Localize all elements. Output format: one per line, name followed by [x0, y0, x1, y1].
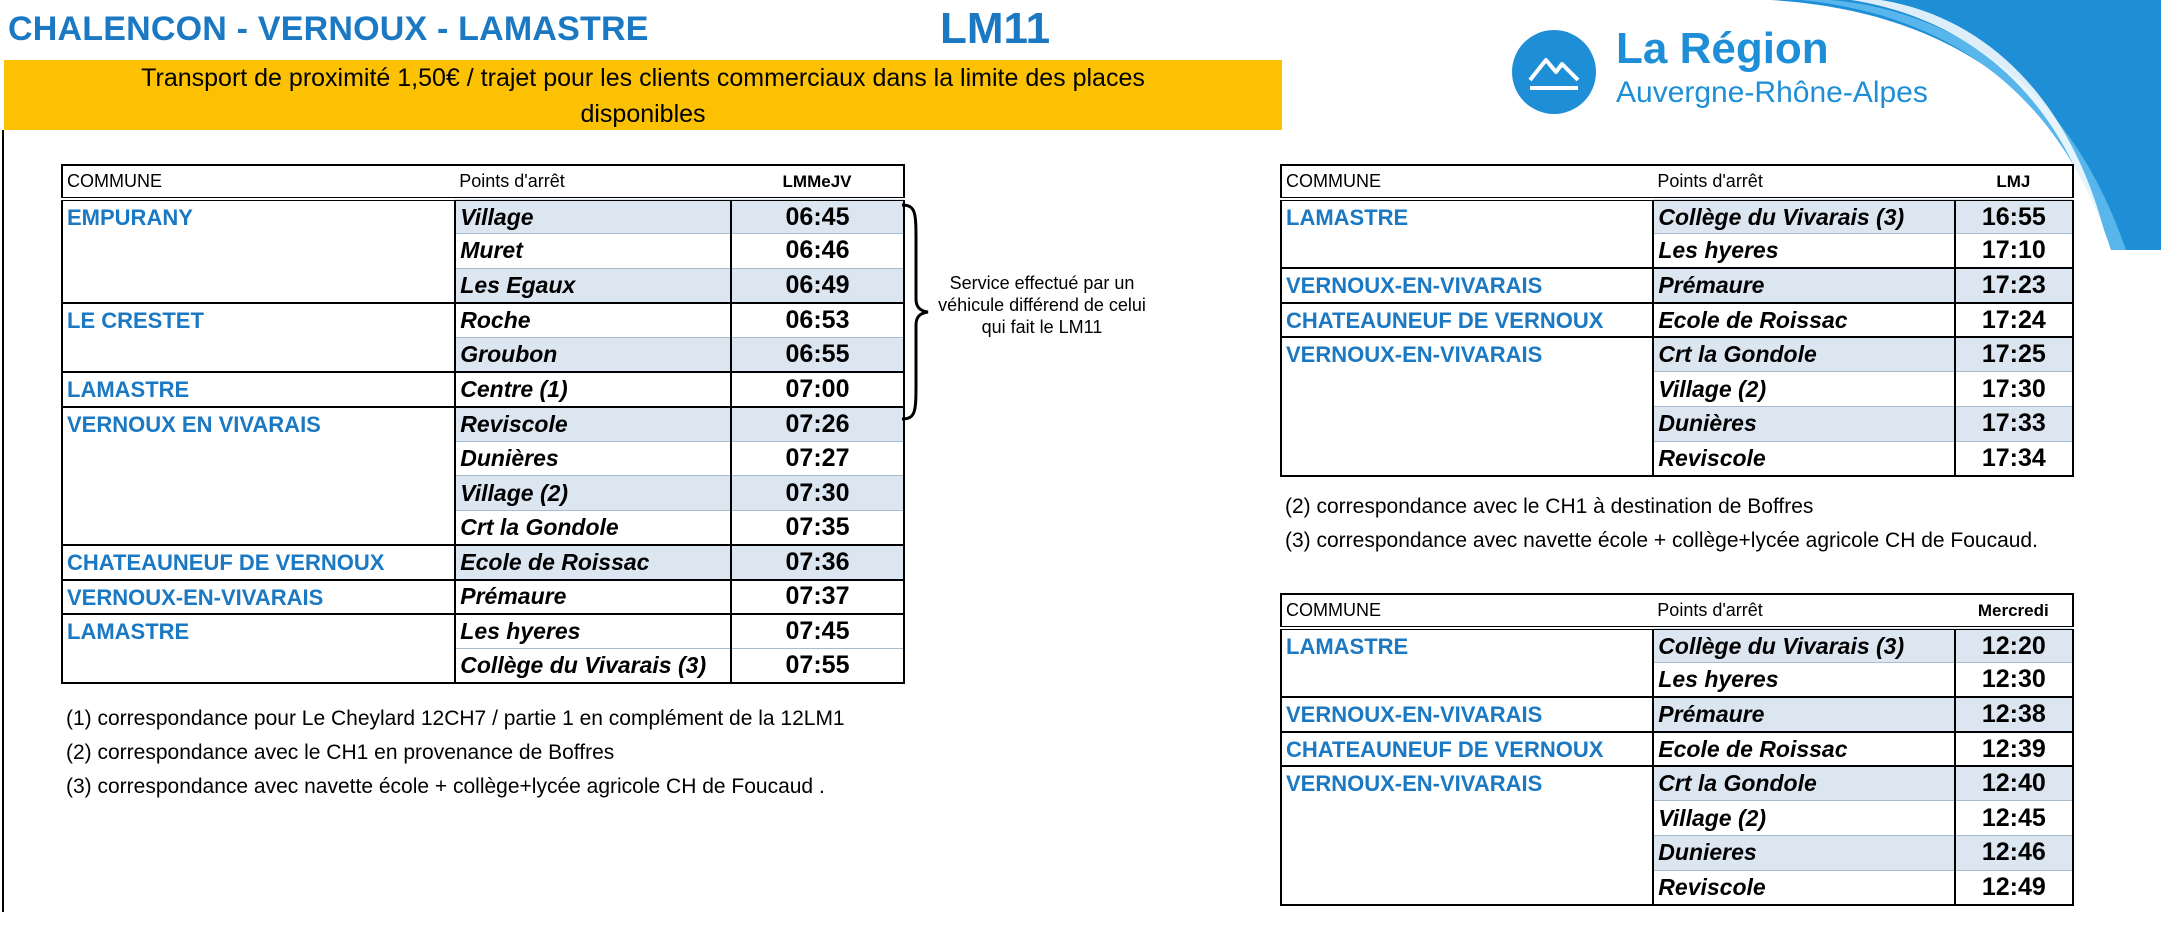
- commune-name: VERNOUX EN VIVARAIS: [62, 407, 455, 545]
- col-header-commune: COMMUNE: [62, 165, 455, 199]
- table-row: [62, 614, 904, 649]
- stop-name: Dunieres: [1653, 836, 1954, 871]
- departure-time: 12:45: [1955, 801, 2073, 836]
- line-code: LM11: [940, 4, 1051, 53]
- stop-name: Village: [455, 199, 731, 234]
- stop-name: Village (2): [455, 476, 731, 511]
- commune-name: CHATEAUNEUF DE VERNOUX: [62, 545, 455, 580]
- col-header-days: Mercredi: [1955, 594, 2073, 628]
- departure-time: 17:30: [1955, 372, 2073, 407]
- footnote: (3) correspondance avec navette école + collège+lycée agricole CH de Foucaud.: [1285, 529, 2038, 552]
- departure-time: 17:24: [1955, 303, 2073, 338]
- departure-time: 07:26: [731, 407, 904, 442]
- service-brace: [900, 203, 930, 421]
- departure-time: 06:46: [731, 234, 904, 269]
- stop-name: Dunières: [1653, 407, 1954, 442]
- commune-name: LE CRESTET: [62, 303, 455, 372]
- left-table-notes: [66, 702, 845, 804]
- stop-name: Groubon: [455, 337, 731, 372]
- stop-name: Dunières: [455, 441, 731, 476]
- stop-name: Prémaure: [1653, 697, 1954, 732]
- stop-name: Collège du Vivarais (3): [455, 649, 731, 684]
- col-header-commune: COMMUNE: [1281, 594, 1653, 628]
- stop-name: Prémaure: [1653, 268, 1954, 303]
- table-row: [1281, 268, 2073, 303]
- region-logo-name: La Région: [1616, 24, 1829, 73]
- stop-name: Ecole de Roissac: [1653, 303, 1954, 338]
- commune-name: EMPURANY: [67, 205, 193, 230]
- banner-line-1: Transport de proximité 1,50€ / trajet pour les clients commerciaux dans la limite des places: [141, 64, 1145, 92]
- footnote: (3) correspondance avec navette école + collège+lycée agricole CH de Foucaud .: [66, 775, 825, 798]
- stop-name: Ecole de Roissac: [455, 545, 731, 580]
- brace-service-note: Service effectué par un véhicule différend de celui qui fait le LM11: [938, 273, 1146, 337]
- table-row: [62, 580, 904, 615]
- departure-time: 12:46: [1955, 836, 2073, 871]
- departure-time: 12:30: [1955, 663, 2073, 698]
- table-row: [1281, 766, 2073, 801]
- departure-time: 06:53: [731, 303, 904, 338]
- stop-name: Les Egaux: [455, 268, 731, 303]
- table-row: [62, 545, 904, 580]
- departure-time: 07:30: [731, 476, 904, 511]
- footnote: (1) correspondance pour Le Cheylard 12CH7 / partie 1 en complément de la 12LM1: [66, 707, 845, 730]
- mountain-icon: [1526, 50, 1582, 94]
- stop-name: Ecole de Roissac: [1653, 732, 1954, 767]
- stop-name: Collège du Vivarais (3): [1653, 628, 1954, 663]
- departure-time: 12:49: [1955, 870, 2073, 905]
- page-left-rule: [2, 130, 4, 912]
- table-row: [1281, 628, 2073, 663]
- table-row: [1281, 199, 2073, 234]
- stop-name: Village (2): [1653, 372, 1954, 407]
- commune-name: LAMASTRE: [1286, 205, 1409, 230]
- col-header-commune: COMMUNE: [1281, 165, 1653, 199]
- commune-name: VERNOUX-EN-VIVARAIS: [1281, 337, 1653, 475]
- col-header-stops: Points d'arrêt: [1653, 165, 1954, 199]
- timetable-lmj: [1280, 164, 2074, 477]
- region-logo-emblem: [1512, 30, 1596, 114]
- stop-name: Les hyeres: [455, 614, 731, 649]
- region-logo-subtitle: Auvergne-Rhône-Alpes: [1616, 76, 1928, 109]
- stop-name: Les hyeres: [1653, 234, 1954, 269]
- departure-time: 12:20: [1955, 628, 2073, 663]
- stop-name: Les hyeres: [1653, 663, 1954, 698]
- col-header-days: LMMeJV: [731, 165, 904, 199]
- col-header-stops: Points d'arrêt: [1653, 594, 1954, 628]
- footnote: (2) correspondance avec le CH1 en provenance de Boffres: [66, 741, 615, 764]
- departure-time: 07:35: [731, 510, 904, 545]
- stop-name: Reviscole: [1653, 441, 1954, 476]
- departure-time: 06:55: [731, 337, 904, 372]
- departure-time: 17:23: [1955, 268, 2073, 303]
- stop-name: Crt la Gondole: [1653, 337, 1954, 372]
- footnote: (2) correspondance avec le CH1 à destination de Boffres: [1285, 495, 1814, 518]
- table-row: [1281, 337, 2073, 372]
- departure-time: 17:25: [1955, 337, 2073, 372]
- stop-name: Muret: [455, 234, 731, 269]
- stop-name: Village (2): [1653, 801, 1954, 836]
- commune-name: LAMASTRE: [62, 372, 455, 407]
- departure-time: 17:33: [1955, 407, 2073, 442]
- departure-time: 07:36: [731, 545, 904, 580]
- departure-time: 07:55: [731, 649, 904, 684]
- departure-time: 07:37: [731, 580, 904, 615]
- table-row: [62, 199, 904, 234]
- table-row: [1281, 303, 2073, 338]
- departure-time: 17:10: [1955, 234, 2073, 269]
- stop-name: Crt la Gondole: [1653, 766, 1954, 801]
- table-row: [1281, 697, 2073, 732]
- departure-time: 06:49: [731, 268, 904, 303]
- commune-name: LAMASTRE: [1286, 634, 1409, 659]
- timetable-lmmejv: [61, 164, 905, 684]
- departure-time: 07:27: [731, 441, 904, 476]
- departure-time: 12:39: [1955, 732, 2073, 767]
- table-row: [62, 303, 904, 338]
- right-table-notes: [1285, 490, 2038, 558]
- commune-name: VERNOUX-EN-VIVARAIS: [1281, 697, 1653, 732]
- commune-name: LAMASTRE: [62, 614, 455, 683]
- col-header-days: LMJ: [1955, 165, 2073, 199]
- col-header-stops: Points d'arrêt: [455, 165, 731, 199]
- stop-name: Reviscole: [455, 407, 731, 442]
- stop-name: Crt la Gondole: [455, 510, 731, 545]
- timetable-mercredi: [1280, 593, 2074, 906]
- route-title: CHALENCON - VERNOUX - LAMASTRE: [8, 10, 649, 48]
- table-row: [1281, 732, 2073, 767]
- stop-name: Collège du Vivarais (3): [1653, 199, 1954, 234]
- commune-name: VERNOUX-EN-VIVARAIS: [62, 580, 455, 615]
- commune-name: CHATEAUNEUF DE VERNOUX: [1281, 303, 1653, 338]
- departure-time: 12:38: [1955, 697, 2073, 732]
- departure-time: 12:40: [1955, 766, 2073, 801]
- commune-name: VERNOUX-EN-VIVARAIS: [1281, 766, 1653, 904]
- departure-time: 06:45: [731, 199, 904, 234]
- stop-name: Prémaure: [455, 580, 731, 615]
- departure-time: 16:55: [1955, 199, 2073, 234]
- commune-name: CHATEAUNEUF DE VERNOUX: [1281, 732, 1653, 767]
- commune-name: VERNOUX-EN-VIVARAIS: [1281, 268, 1653, 303]
- stop-name: Centre (1): [455, 372, 731, 407]
- stop-name: Reviscole: [1653, 870, 1954, 905]
- fare-banner: [4, 60, 1282, 130]
- table-row: [62, 372, 904, 407]
- departure-time: 07:00: [731, 372, 904, 407]
- stop-name: Roche: [455, 303, 731, 338]
- banner-line-2: disponibles: [580, 100, 706, 128]
- departure-time: 17:34: [1955, 441, 2073, 476]
- departure-time: 07:45: [731, 614, 904, 649]
- table-row: [62, 407, 904, 442]
